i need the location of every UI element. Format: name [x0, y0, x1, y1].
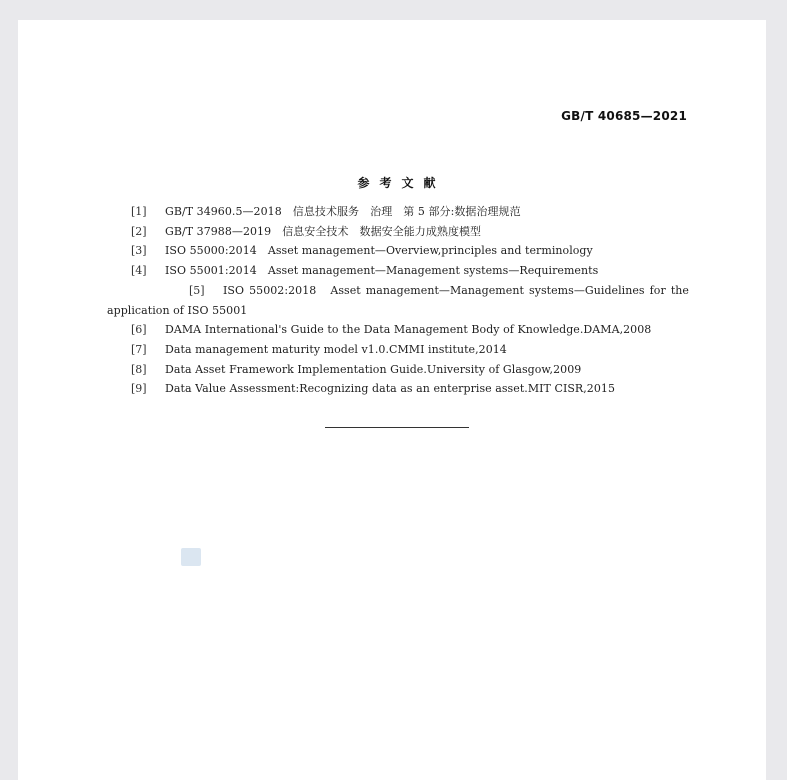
reference-item [107, 281, 689, 320]
reference-number: [5] [189, 283, 205, 297]
reference-text: Data management maturity model v1.0.CMMI institute,2014 [165, 342, 507, 356]
reference-number: [2] [131, 224, 147, 238]
reference-text: GB/T 37988—2019 信息安全技术 数据安全能力成熟度模型 [165, 224, 482, 238]
reference-number: [1] [131, 205, 147, 218]
standard-number: GB/T 40685—2021 [561, 109, 687, 123]
watermark-logo-icon [181, 548, 201, 566]
reference-item [107, 379, 689, 399]
reference-text: ISO 55000:2014 Asset management—Overview,principles and terminology [165, 244, 593, 258]
reference-list [107, 202, 689, 399]
reference-number: [4] [131, 264, 147, 278]
reference-text: ISO 55002:2018 Asset management—Management systems—Guidelines for the application of ISO 55001 [107, 283, 689, 317]
reference-item [107, 202, 689, 222]
section-title: 参考文献 [357, 176, 446, 190]
reference-number: [9] [131, 382, 147, 396]
end-rule-divider [325, 427, 469, 428]
reference-item [107, 340, 689, 360]
reference-item [107, 241, 689, 261]
reference-text: Data Value Assessment:Recognizing data as an enterprise asset.MIT CISR,2015 [165, 382, 615, 396]
reference-number: [7] [131, 342, 147, 356]
reference-text: DAMA International's Guide to the Data Management Body of Knowledge.DAMA,2008 [165, 323, 652, 337]
reference-item [107, 222, 689, 242]
reference-text: GB/T 34960.5—2018 信息技术服务 治理 第 5 部分:数据治理规范 [165, 205, 521, 218]
reference-number: [8] [131, 362, 147, 376]
reference-item [107, 360, 689, 380]
document-page [18, 20, 766, 780]
reference-number: [6] [131, 323, 147, 337]
reference-text: ISO 55001:2014 Asset management—Management systems—Requirements [165, 264, 599, 278]
reference-item [107, 320, 689, 340]
reference-number: [3] [131, 244, 147, 258]
reference-item [107, 261, 689, 281]
reference-text: Data Asset Framework Implementation Guide.University of Glasgow,2009 [165, 362, 582, 376]
